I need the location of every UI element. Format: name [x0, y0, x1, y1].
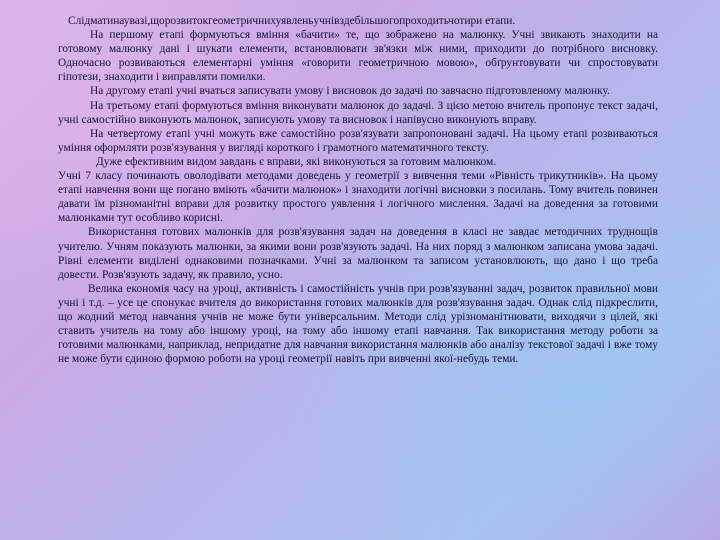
- paragraph-stage-1: На першому етапі формуються вміння «бачити» те, що зображено на малюнку. Учні звикають знаходити на готовому малюнку дані і шукати елементи, встановлювати зв'язки між ними, приходити до потрібного висновку. Одночасно розвиваються елементарні уміння «говорити геометричною мовою», обґрунтовувати чи спростовувати гіпотези, знаходити і виправляти помилки.: [58, 29, 658, 84]
- paragraph-exercises: Дуже ефективним видом завдань є вправи, які виконуються за готовим малюнком.: [96, 155, 497, 168]
- paragraph-ready-drawings: Використання готових малюнків для розв'язування задач на доведення в класі не завдає методичних труднощів учителю. Учням показують малюнки, за якими вони розв'язують задачі. На них поряд з малюнком записана умова задачі. Рівні елементи виділені однаковими позначками. Учні за малюнком та записом установлюють, що дано і що треба довести. Розв'язують задачу, як правило, усно.: [58, 226, 658, 281]
- paragraph-intro: Слідматинаувазі,щорозвитокгеометричнихуявленьучнівздебільшогопроходитьчотири етапи.: [68, 15, 516, 27]
- paragraph-stage-3: На третьому етапі формуються вміння виконувати малюнок до задачі. З цією метою вчитель пропонує текст задачі, учні самостійно виконують малюнок, записують умову та висновок і напівусно виконують вправу.: [58, 99, 658, 126]
- paragraph-economy: Велика економія часу на уроці, активність і самостійність учнів при розв'язуванні задач, розвиток правильної мови учні і т.д. – усе це спонукає вчителя до використання готових малюнків для розв'язування задач. Однак слід підкреслити, що жодний метод навчання учнів не може бути універсальним. Методи слід урізноманітнювати, виходячи з цілей, які ставить учитель на тому або іншому уроці, на тому або іншому етапі навчання. Так використання методу роботи за готовими малюнками, наприклад, непридатне для навчання використання малюнків або аналізу текстової задачі і вже тому не може бути єдиною формою роботи на уроці геометрії навіть при вивченні якої-небудь теми.: [58, 282, 658, 366]
- text-page: [58, 14, 658, 530]
- paragraph-stage-2: На другому етапі учні вчаться записувати умову і висновок до задачі по завчасно підготовленому малюнку.: [90, 85, 610, 98]
- paragraph-stage-4: На четвертому етапі учні можуть вже самостійно розв'язувати запропоновані задачі. На цьому етапі розвиваються уміння оформляти розв'язування у вигляді короткого і грамотного математичного тексту.: [58, 127, 658, 154]
- paragraph-grade-7: Учні 7 класу починають оволодівати методами доведень у геометрії з вивчення теми «Рівність трикутників». На цьому етапі навчення вони ще погано вміють «бачити малюнок» і знаходити логічні висновки з посилань. Тому вчитель повинен давати їм різноманітні вправи для розвитку простого уявлення і логічного мислення. Задачі на доведення за готовими малюнками тут особливо корисні.: [58, 170, 658, 225]
